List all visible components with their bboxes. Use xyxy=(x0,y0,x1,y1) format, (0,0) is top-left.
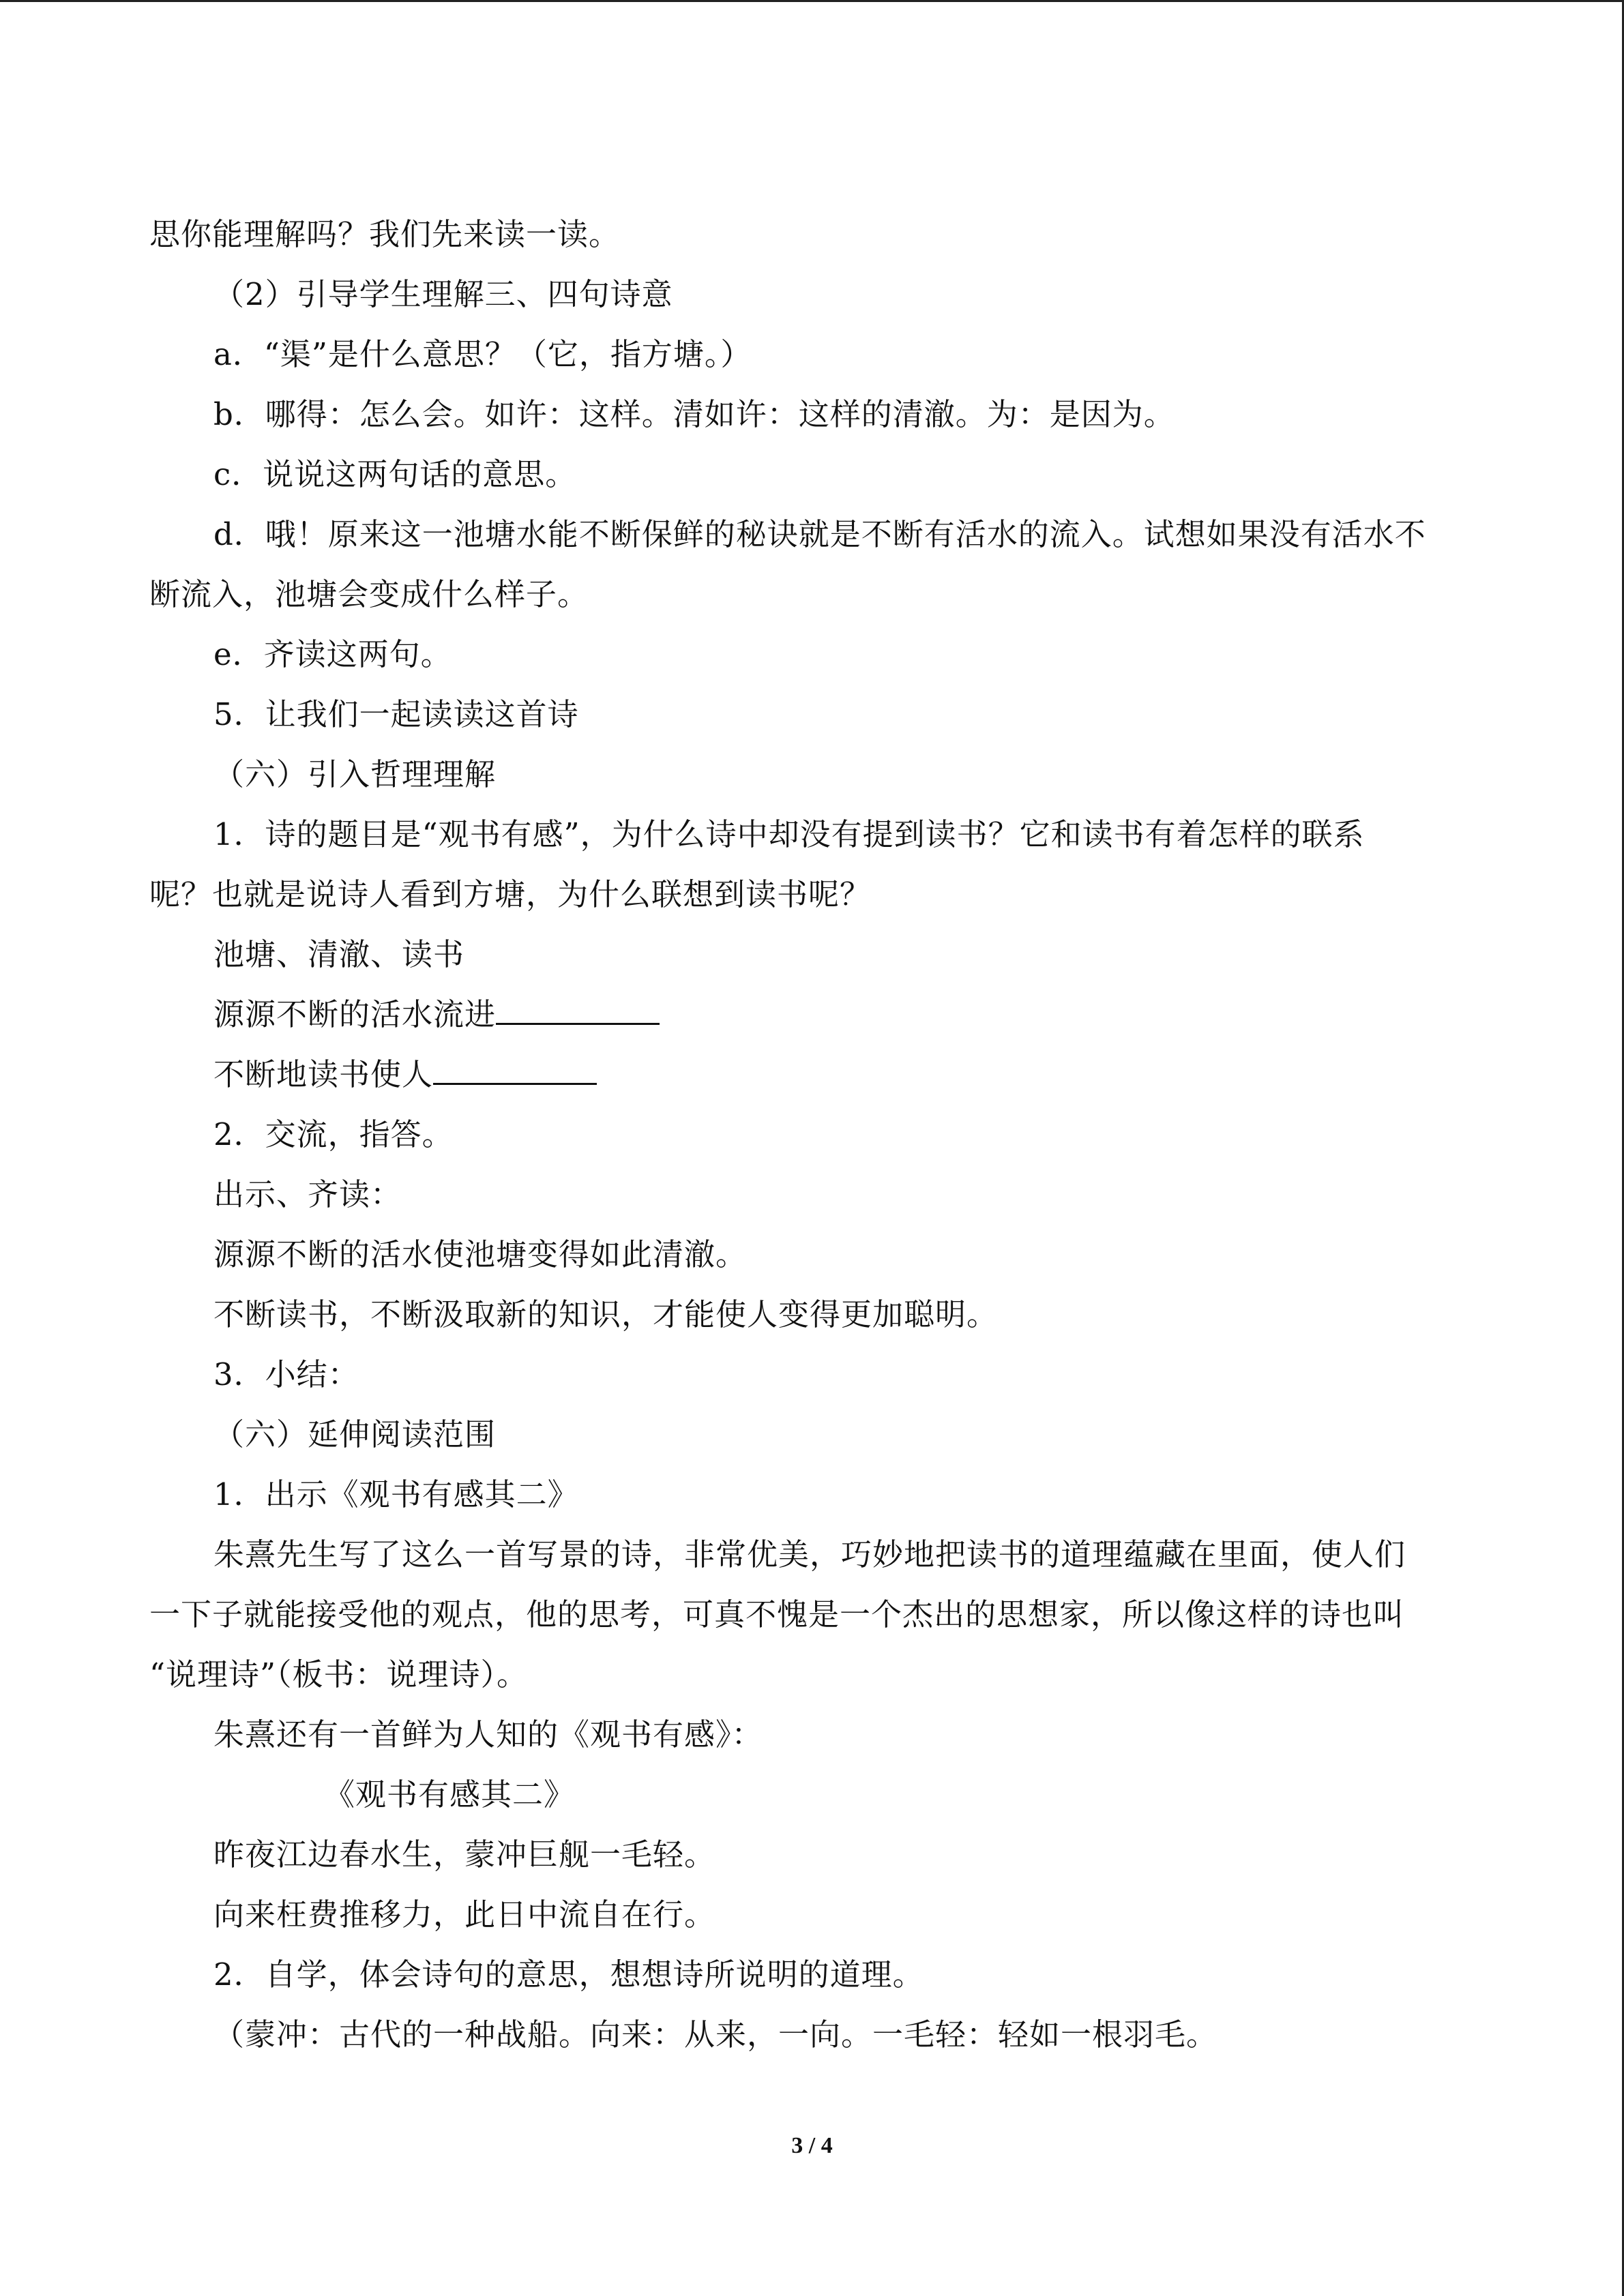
document-body xyxy=(149,205,1486,2065)
text-line: “说理诗”（板书：说理诗）。 xyxy=(149,1656,529,1693)
page-number: 3 / 4 xyxy=(791,2133,833,2158)
text-line: 思你能理解吗？我们先来读一读。 xyxy=(149,216,621,252)
text-line: 2．自学，体会诗句的意思，想想诗所说明的道理。 xyxy=(213,1956,924,1993)
text-line: 3．小结： xyxy=(213,1356,359,1392)
fill-in-line xyxy=(149,1045,1486,1105)
text-line: （2）引导学生理解三、四句诗意 xyxy=(213,276,673,312)
text-line: d．哦！原来这一池塘水能不断保鲜的秘诀就是不断有活水的流入。试想如果没有活水不 xyxy=(213,516,1426,552)
text-line: 呢？也就是说诗人看到方塘，为什么联想到读书呢？ xyxy=(149,876,872,912)
text-line: 1．出示《观书有感其二》 xyxy=(213,1476,579,1512)
fill-in-line xyxy=(149,985,1486,1045)
text-line: 一下子就能接受他的观点，他的思考，可真不愧是一个杰出的思想家，所以像这样的诗也叫 xyxy=(149,1596,1405,1632)
text-line: 出示、齐读： xyxy=(213,1176,402,1212)
text-line: 朱熹先生写了这么一首写景的诗，非常优美，巧妙地把读书的道理蕴藏在里面，使人们 xyxy=(213,1536,1406,1572)
fill-in-prompt: 源源不断的活水流进 xyxy=(213,996,497,1032)
text-line: 2．交流，指答。 xyxy=(213,1116,454,1152)
answer-blank xyxy=(496,993,660,1025)
answer-blank xyxy=(433,1053,597,1085)
section-heading: （六）引入哲理理解 xyxy=(213,756,497,792)
text-line: 断流入，池塘会变成什么样子。 xyxy=(149,576,589,612)
text-line: 5．让我们一起读读这首诗 xyxy=(213,696,579,732)
poem-line: 昨夜江边春水生，蒙冲巨舰一毛轻。 xyxy=(213,1836,716,1873)
section-heading: （六）延伸阅读范围 xyxy=(213,1416,497,1452)
poem-title: 《观书有感其二》 xyxy=(324,1776,576,1813)
text-line: c．说说这两句话的意思。 xyxy=(213,456,577,492)
text-line: 源源不断的活水使池塘变得如此清澈。 xyxy=(213,1236,748,1272)
text-line: 朱熹还有一首鲜为人知的《观书有感》： xyxy=(213,1716,763,1753)
text-line: e．齐读这两句。 xyxy=(213,636,452,672)
text-line: a．“渠”是什么意思？（它，指方塘。） xyxy=(213,336,752,372)
text-line: b．哪得：怎么会。如许：这样。清如许：这样的清澈。为：是因为。 xyxy=(213,396,1175,432)
text-line: 不断读书，不断汲取新的知识，才能使人变得更加聪明。 xyxy=(213,1296,999,1332)
fill-in-prompt: 不断地读书使人 xyxy=(213,1056,434,1092)
text-line: 1．诗的题目是“观书有感”，为什么诗中却没有提到读书？它和读书有着怎样的联系 xyxy=(213,816,1365,852)
poem-line: 向来枉费推移力，此日中流自在行。 xyxy=(213,1896,716,1933)
text-line: 池塘、清澈、读书 xyxy=(213,936,465,972)
text-line: （蒙冲：古代的一种战船。向来：从来，一向。一毛轻：轻如一根羽毛。 xyxy=(213,2016,1218,2053)
